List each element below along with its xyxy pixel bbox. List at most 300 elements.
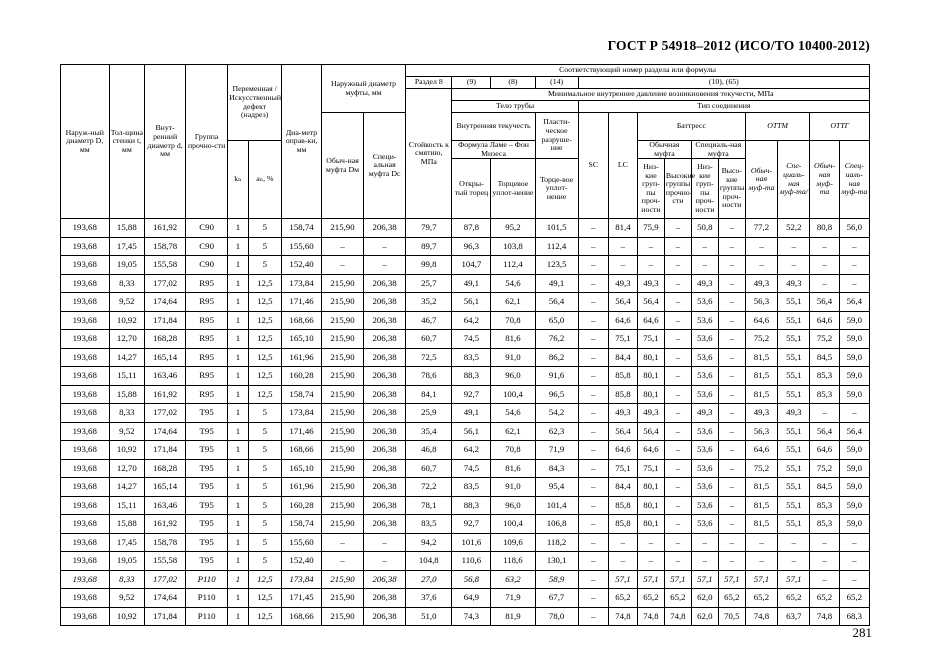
table-cell: 95,2 xyxy=(491,219,535,238)
table-cell: 65,2 xyxy=(718,589,745,608)
table-cell: 215,90 xyxy=(321,348,363,367)
table-cell: T95 xyxy=(186,478,228,497)
hdr-special-coupling: Специ-альная муфта Dс xyxy=(364,113,406,219)
table-cell: 81,6 xyxy=(491,330,535,349)
table-cell: – xyxy=(718,441,745,460)
table-cell: 84,1 xyxy=(406,385,452,404)
table-cell: 193,68 xyxy=(61,311,110,330)
table-row xyxy=(61,219,870,238)
table-cell: – xyxy=(664,533,691,552)
table-cell: 55,1 xyxy=(778,478,810,497)
table-cell: R95 xyxy=(186,274,228,293)
hdr-collapse: Стойкость к смятию, МПа xyxy=(406,89,452,219)
table-cell: – xyxy=(578,589,608,608)
table-cell: 65,2 xyxy=(778,589,810,608)
table-cell: 56,4 xyxy=(810,422,839,441)
table-cell: 171,84 xyxy=(145,441,186,460)
table-cell: 130,1 xyxy=(535,552,578,571)
table-cell: 84,5 xyxy=(810,478,839,497)
table-cell: 118,2 xyxy=(535,533,578,552)
table-cell: 63,7 xyxy=(778,607,810,626)
table-cell: 163,46 xyxy=(145,367,186,386)
table-cell: 53,6 xyxy=(691,330,718,349)
table-cell: 193,68 xyxy=(61,348,110,367)
table-cell: 193,68 xyxy=(61,385,110,404)
hdr-open-end: Откры-тый торец xyxy=(452,159,491,219)
hdr-high-strength: Высокие группы прочно-сти xyxy=(664,159,691,219)
table-cell: 161,92 xyxy=(145,385,186,404)
table-cell: – xyxy=(839,237,869,256)
hdr-low-strength: Низ-кие груп-пы проч-ности xyxy=(637,159,664,219)
table-cell: – xyxy=(718,293,745,312)
table-cell: 17,45 xyxy=(109,533,145,552)
table-cell: – xyxy=(578,293,608,312)
table-cell: 49,1 xyxy=(535,274,578,293)
table-cell: 65,2 xyxy=(637,589,664,608)
table-cell: 193,68 xyxy=(61,515,110,534)
table-cell: 215,90 xyxy=(321,385,363,404)
table-cell: 83,5 xyxy=(452,348,491,367)
hdr-coupling-od: Наружный диаметр муфты, мм xyxy=(321,65,405,113)
table-cell: – xyxy=(718,367,745,386)
table-cell: 56,0 xyxy=(839,219,869,238)
table-cell: 193,68 xyxy=(61,237,110,256)
table-cell: – xyxy=(691,237,718,256)
hdr-drift: Диа-метр оправ-ки, мм xyxy=(282,65,322,219)
table-cell: 177,02 xyxy=(145,404,186,423)
table-cell: 161,96 xyxy=(282,348,322,367)
table-cell: 49,3 xyxy=(778,404,810,423)
table-cell: 15,11 xyxy=(109,367,145,386)
table-cell: 168,66 xyxy=(282,441,322,460)
table-cell: – xyxy=(718,385,745,404)
table-cell: 215,90 xyxy=(321,274,363,293)
table-cell: 206,38 xyxy=(364,459,406,478)
table-row xyxy=(61,330,870,349)
table-cell: 49,3 xyxy=(778,274,810,293)
table-cell: 53,6 xyxy=(691,496,718,515)
standard-header: ГОСТ Р 54918–2012 (ИСО/ТО 10400-2012) xyxy=(607,38,870,53)
hdr-inner: Внут-ренний диаметр d, мм xyxy=(145,65,186,219)
table-cell: – xyxy=(637,237,664,256)
table-cell: 78,0 xyxy=(535,607,578,626)
table-cell: 12,5 xyxy=(248,367,281,386)
table-row xyxy=(61,533,870,552)
table-cell: 62,0 xyxy=(691,589,718,608)
table-cell: 1 xyxy=(228,293,248,312)
table-cell: 56,4 xyxy=(535,293,578,312)
table-cell: 1 xyxy=(228,607,248,626)
table-row xyxy=(61,311,870,330)
table-cell: 1 xyxy=(228,441,248,460)
table-cell: 84,3 xyxy=(535,459,578,478)
table-cell: – xyxy=(718,404,745,423)
table-cell: 12,5 xyxy=(248,570,281,589)
hdr-ottg-special: Спец-иаль-ная муф-та xyxy=(839,141,869,219)
table-cell: – xyxy=(718,348,745,367)
table-cell: 161,92 xyxy=(145,515,186,534)
table-cell: 55,1 xyxy=(778,422,810,441)
table-cell: 81,9 xyxy=(491,607,535,626)
table-cell: – xyxy=(664,293,691,312)
table-cell: 165,10 xyxy=(282,330,322,349)
table-cell: 104,7 xyxy=(452,256,491,275)
table-cell: 17,45 xyxy=(109,237,145,256)
hdr-section8: Раздел 8 xyxy=(406,77,452,89)
table-cell: 12,5 xyxy=(248,589,281,608)
table-cell: 85,8 xyxy=(608,385,637,404)
table-cell: 50,8 xyxy=(691,219,718,238)
table-cell: 96,5 xyxy=(535,385,578,404)
table-cell: – xyxy=(578,311,608,330)
table-row xyxy=(61,570,870,589)
table-cell: 65,2 xyxy=(608,589,637,608)
table-cell: 193,68 xyxy=(61,256,110,275)
table-cell: 57,1 xyxy=(608,570,637,589)
table-cell: – xyxy=(578,237,608,256)
table-row xyxy=(61,589,870,608)
table-cell: 25,7 xyxy=(406,274,452,293)
hdr-normal-muft: Обычная муфта xyxy=(637,141,691,159)
table-cell: – xyxy=(839,256,869,275)
table-cell: 74,8 xyxy=(637,607,664,626)
table-cell: – xyxy=(778,533,810,552)
table-cell: 8,33 xyxy=(109,404,145,423)
table-cell: 83,5 xyxy=(452,478,491,497)
table-cell: 1 xyxy=(228,330,248,349)
table-cell: 5 xyxy=(248,256,281,275)
table-cell: 54,6 xyxy=(491,404,535,423)
table-cell: 206,38 xyxy=(364,311,406,330)
table-cell: 215,90 xyxy=(321,607,363,626)
hdr-f8: (8) xyxy=(491,77,535,89)
table-cell: 75,2 xyxy=(810,330,839,349)
hdr-f9: (9) xyxy=(452,77,491,89)
table-cell: 62,3 xyxy=(535,422,578,441)
table-cell: 215,90 xyxy=(321,293,363,312)
table-cell: R95 xyxy=(186,367,228,386)
hdr-lame: Формула Ламе – Фон Мизеса xyxy=(452,141,535,159)
table-cell: 5 xyxy=(248,404,281,423)
table-cell: – xyxy=(578,533,608,552)
table-cell: 56,4 xyxy=(608,293,637,312)
table-cell: – xyxy=(718,422,745,441)
hdr-ottg-normal: Обыч-ная муф-та xyxy=(810,141,839,219)
table-cell: 65,2 xyxy=(745,589,777,608)
table-cell: 64,9 xyxy=(452,589,491,608)
table-cell: – xyxy=(810,552,839,571)
table-cell: – xyxy=(718,311,745,330)
table-cell: 64,6 xyxy=(810,441,839,460)
table-cell: 81,4 xyxy=(608,219,637,238)
table-cell: 193,68 xyxy=(61,459,110,478)
table-cell: 193,68 xyxy=(61,589,110,608)
table-cell: 57,1 xyxy=(664,570,691,589)
table-cell: 84,5 xyxy=(810,348,839,367)
table-cell: 81,5 xyxy=(745,348,777,367)
table-cell: – xyxy=(718,256,745,275)
table-cell: 49,3 xyxy=(691,404,718,423)
table-cell: – xyxy=(321,237,363,256)
table-cell: 1 xyxy=(228,478,248,497)
table-cell: 64,6 xyxy=(745,441,777,460)
table-cell: 104,8 xyxy=(406,552,452,571)
table-cell: 193,68 xyxy=(61,478,110,497)
table-cell: 81,5 xyxy=(745,367,777,386)
table-cell: 85,8 xyxy=(608,367,637,386)
table-cell: 1 xyxy=(228,552,248,571)
table-cell: 206,38 xyxy=(364,515,406,534)
table-cell: 155,60 xyxy=(282,533,322,552)
hdr-low-strength-2: Низ-кие груп-пы проч-ности xyxy=(691,159,718,219)
table-cell: 80,1 xyxy=(637,367,664,386)
table-cell: 74,5 xyxy=(452,330,491,349)
table-row xyxy=(61,256,870,275)
table-row xyxy=(61,552,870,571)
table-cell: 80,1 xyxy=(637,515,664,534)
table-cell: 56,1 xyxy=(452,293,491,312)
table-row xyxy=(61,367,870,386)
table-cell: 206,38 xyxy=(364,496,406,515)
table-cell: 168,28 xyxy=(145,330,186,349)
table-cell: C90 xyxy=(186,237,228,256)
table-cell: – xyxy=(578,219,608,238)
table-cell: 110,6 xyxy=(452,552,491,571)
table-row xyxy=(61,422,870,441)
table-cell: 5 xyxy=(248,219,281,238)
table-cell: 109,6 xyxy=(491,533,535,552)
table-cell: – xyxy=(839,552,869,571)
table-cell: 85,8 xyxy=(608,496,637,515)
table-cell: 60,7 xyxy=(406,330,452,349)
table-cell: 56,1 xyxy=(452,422,491,441)
table-cell: 59,0 xyxy=(839,459,869,478)
table-cell: 12,5 xyxy=(248,348,281,367)
table-cell: 85,3 xyxy=(810,367,839,386)
table-cell: – xyxy=(321,552,363,571)
table-cell: 84,4 xyxy=(608,348,637,367)
table-cell: 55,1 xyxy=(778,330,810,349)
table-cell: – xyxy=(718,274,745,293)
table-cell: 75,2 xyxy=(745,459,777,478)
table-cell: 59,0 xyxy=(839,441,869,460)
table-cell: 70,8 xyxy=(491,441,535,460)
hdr-end-seal: Торцевое уплот-нение xyxy=(491,159,535,219)
table-cell: – xyxy=(664,311,691,330)
table-cell: 171,46 xyxy=(282,293,322,312)
table-cell: 77,2 xyxy=(745,219,777,238)
table-cell: 53,6 xyxy=(691,385,718,404)
table-cell: – xyxy=(810,570,839,589)
table-cell: 215,90 xyxy=(321,515,363,534)
table-cell: 53,6 xyxy=(691,348,718,367)
table-cell: 53,6 xyxy=(691,478,718,497)
table-cell: 1 xyxy=(228,459,248,478)
table-cell: – xyxy=(810,274,839,293)
table-cell: 88,3 xyxy=(452,367,491,386)
table-cell: – xyxy=(578,385,608,404)
table-cell: 85,3 xyxy=(810,385,839,404)
table-cell: 62,1 xyxy=(491,422,535,441)
table-cell: 64,6 xyxy=(637,441,664,460)
table-cell: 5 xyxy=(248,552,281,571)
table-cell: 174,64 xyxy=(145,589,186,608)
table-cell: 193,68 xyxy=(61,293,110,312)
table-cell: – xyxy=(718,330,745,349)
table-row xyxy=(61,478,870,497)
table-cell: 37,6 xyxy=(406,589,452,608)
table-cell: 12,70 xyxy=(109,330,145,349)
table-cell: 12,5 xyxy=(248,274,281,293)
table-cell: 85,3 xyxy=(810,496,839,515)
data-table xyxy=(60,64,870,626)
table-cell: 85,8 xyxy=(608,515,637,534)
table-cell: 12,5 xyxy=(248,311,281,330)
table-cell: – xyxy=(578,570,608,589)
table-cell: 193,68 xyxy=(61,607,110,626)
table-cell: – xyxy=(578,256,608,275)
table-row xyxy=(61,459,870,478)
table-cell: 174,64 xyxy=(145,293,186,312)
table-cell: P110 xyxy=(186,570,228,589)
table-cell: 49,3 xyxy=(745,274,777,293)
table-cell: 168,66 xyxy=(282,607,322,626)
table-cell: – xyxy=(608,533,637,552)
table-cell: 55,1 xyxy=(778,459,810,478)
table-cell: 75,2 xyxy=(745,330,777,349)
table-cell: 158,78 xyxy=(145,533,186,552)
table-cell: 49,1 xyxy=(452,274,491,293)
table-cell: – xyxy=(578,367,608,386)
table-cell: 96,0 xyxy=(491,367,535,386)
table-cell: 65,2 xyxy=(810,589,839,608)
table-cell: 84,4 xyxy=(608,478,637,497)
table-cell: R95 xyxy=(186,311,228,330)
table-cell: 193,68 xyxy=(61,422,110,441)
table-cell: 160,28 xyxy=(282,367,322,386)
table-cell: 112,4 xyxy=(535,237,578,256)
table-cell: 95,4 xyxy=(535,478,578,497)
table-cell: – xyxy=(810,237,839,256)
table-cell: 215,90 xyxy=(321,441,363,460)
table-cell: – xyxy=(321,533,363,552)
table-cell: – xyxy=(608,256,637,275)
table-cell: – xyxy=(718,533,745,552)
table-cell: 173,84 xyxy=(282,570,322,589)
table-cell: 64,6 xyxy=(745,311,777,330)
table-cell: – xyxy=(718,237,745,256)
hdr-wall: Тол-щина стенки t, мм xyxy=(109,65,145,219)
table-cell: 59,0 xyxy=(839,348,869,367)
table-cell: 9,52 xyxy=(109,293,145,312)
table-cell: 158,74 xyxy=(282,385,322,404)
table-cell: 46,7 xyxy=(406,311,452,330)
table-head xyxy=(61,65,870,219)
table-cell: 59,0 xyxy=(839,367,869,386)
table-cell: 206,38 xyxy=(364,219,406,238)
table-cell: 55,1 xyxy=(778,293,810,312)
table-cell: 78,1 xyxy=(406,496,452,515)
table-cell: 71,9 xyxy=(535,441,578,460)
table-cell: 118,6 xyxy=(491,552,535,571)
table-cell: 106,8 xyxy=(535,515,578,534)
table-cell: 35,4 xyxy=(406,422,452,441)
table-cell: 57,1 xyxy=(637,570,664,589)
table-cell: – xyxy=(578,330,608,349)
table-cell: 168,28 xyxy=(145,459,186,478)
hdr-special-muft: Специаль-ная муфта xyxy=(691,141,745,159)
table-cell: – xyxy=(664,459,691,478)
table-cell: – xyxy=(321,256,363,275)
table-cell: 55,1 xyxy=(778,348,810,367)
table-cell: 49,3 xyxy=(637,274,664,293)
table-cell: 168,66 xyxy=(282,311,322,330)
table-cell: – xyxy=(839,570,869,589)
table-cell: 89,7 xyxy=(406,237,452,256)
table-cell: 12,70 xyxy=(109,459,145,478)
table-cell: 171,45 xyxy=(282,589,322,608)
table-cell: 193,68 xyxy=(61,496,110,515)
table-cell: 58,9 xyxy=(535,570,578,589)
table-cell: 86,2 xyxy=(535,348,578,367)
hdr-ottm-normal: Обыч-ная муф-та xyxy=(745,141,777,219)
table-cell: T95 xyxy=(186,515,228,534)
table-cell: – xyxy=(839,274,869,293)
table-cell: 68,3 xyxy=(839,607,869,626)
table-cell: 64,2 xyxy=(452,311,491,330)
table-cell: 55,1 xyxy=(778,441,810,460)
table-cell: C90 xyxy=(186,219,228,238)
table-cell: T95 xyxy=(186,552,228,571)
table-cell: 25,9 xyxy=(406,404,452,423)
table-cell: 76,2 xyxy=(535,330,578,349)
table-cell: 81,5 xyxy=(745,496,777,515)
table-cell: 75,1 xyxy=(637,459,664,478)
table-cell: – xyxy=(578,478,608,497)
table-row xyxy=(61,607,870,626)
table-cell: 87,8 xyxy=(452,219,491,238)
table-cell: 55,1 xyxy=(778,367,810,386)
table-cell: 152,40 xyxy=(282,552,322,571)
table-cell: 12,5 xyxy=(248,293,281,312)
table-cell: 63,2 xyxy=(491,570,535,589)
table-cell: 53,6 xyxy=(691,293,718,312)
table-cell: – xyxy=(578,274,608,293)
table-cell: 80,8 xyxy=(810,219,839,238)
table-cell: 80,1 xyxy=(637,478,664,497)
table-cell: – xyxy=(745,237,777,256)
table-cell: 55,1 xyxy=(778,385,810,404)
hdr-lc: LC xyxy=(608,113,637,219)
table-cell: – xyxy=(578,422,608,441)
hdr-pipe-body: Тело трубы xyxy=(452,101,578,113)
table-cell: 64,6 xyxy=(608,311,637,330)
table-cell: 206,38 xyxy=(364,330,406,349)
table-cell: 206,38 xyxy=(364,570,406,589)
table-cell: 70,5 xyxy=(718,607,745,626)
table-cell: 8,33 xyxy=(109,570,145,589)
table-cell: – xyxy=(578,348,608,367)
table-cell: – xyxy=(664,367,691,386)
table-cell: 81,5 xyxy=(745,478,777,497)
table-row xyxy=(61,237,870,256)
table-cell: 171,84 xyxy=(145,311,186,330)
table-cell: 215,90 xyxy=(321,589,363,608)
table-cell: 161,96 xyxy=(282,478,322,497)
table-cell: 5 xyxy=(248,422,281,441)
table-cell: 174,64 xyxy=(145,422,186,441)
table-cell: – xyxy=(778,552,810,571)
